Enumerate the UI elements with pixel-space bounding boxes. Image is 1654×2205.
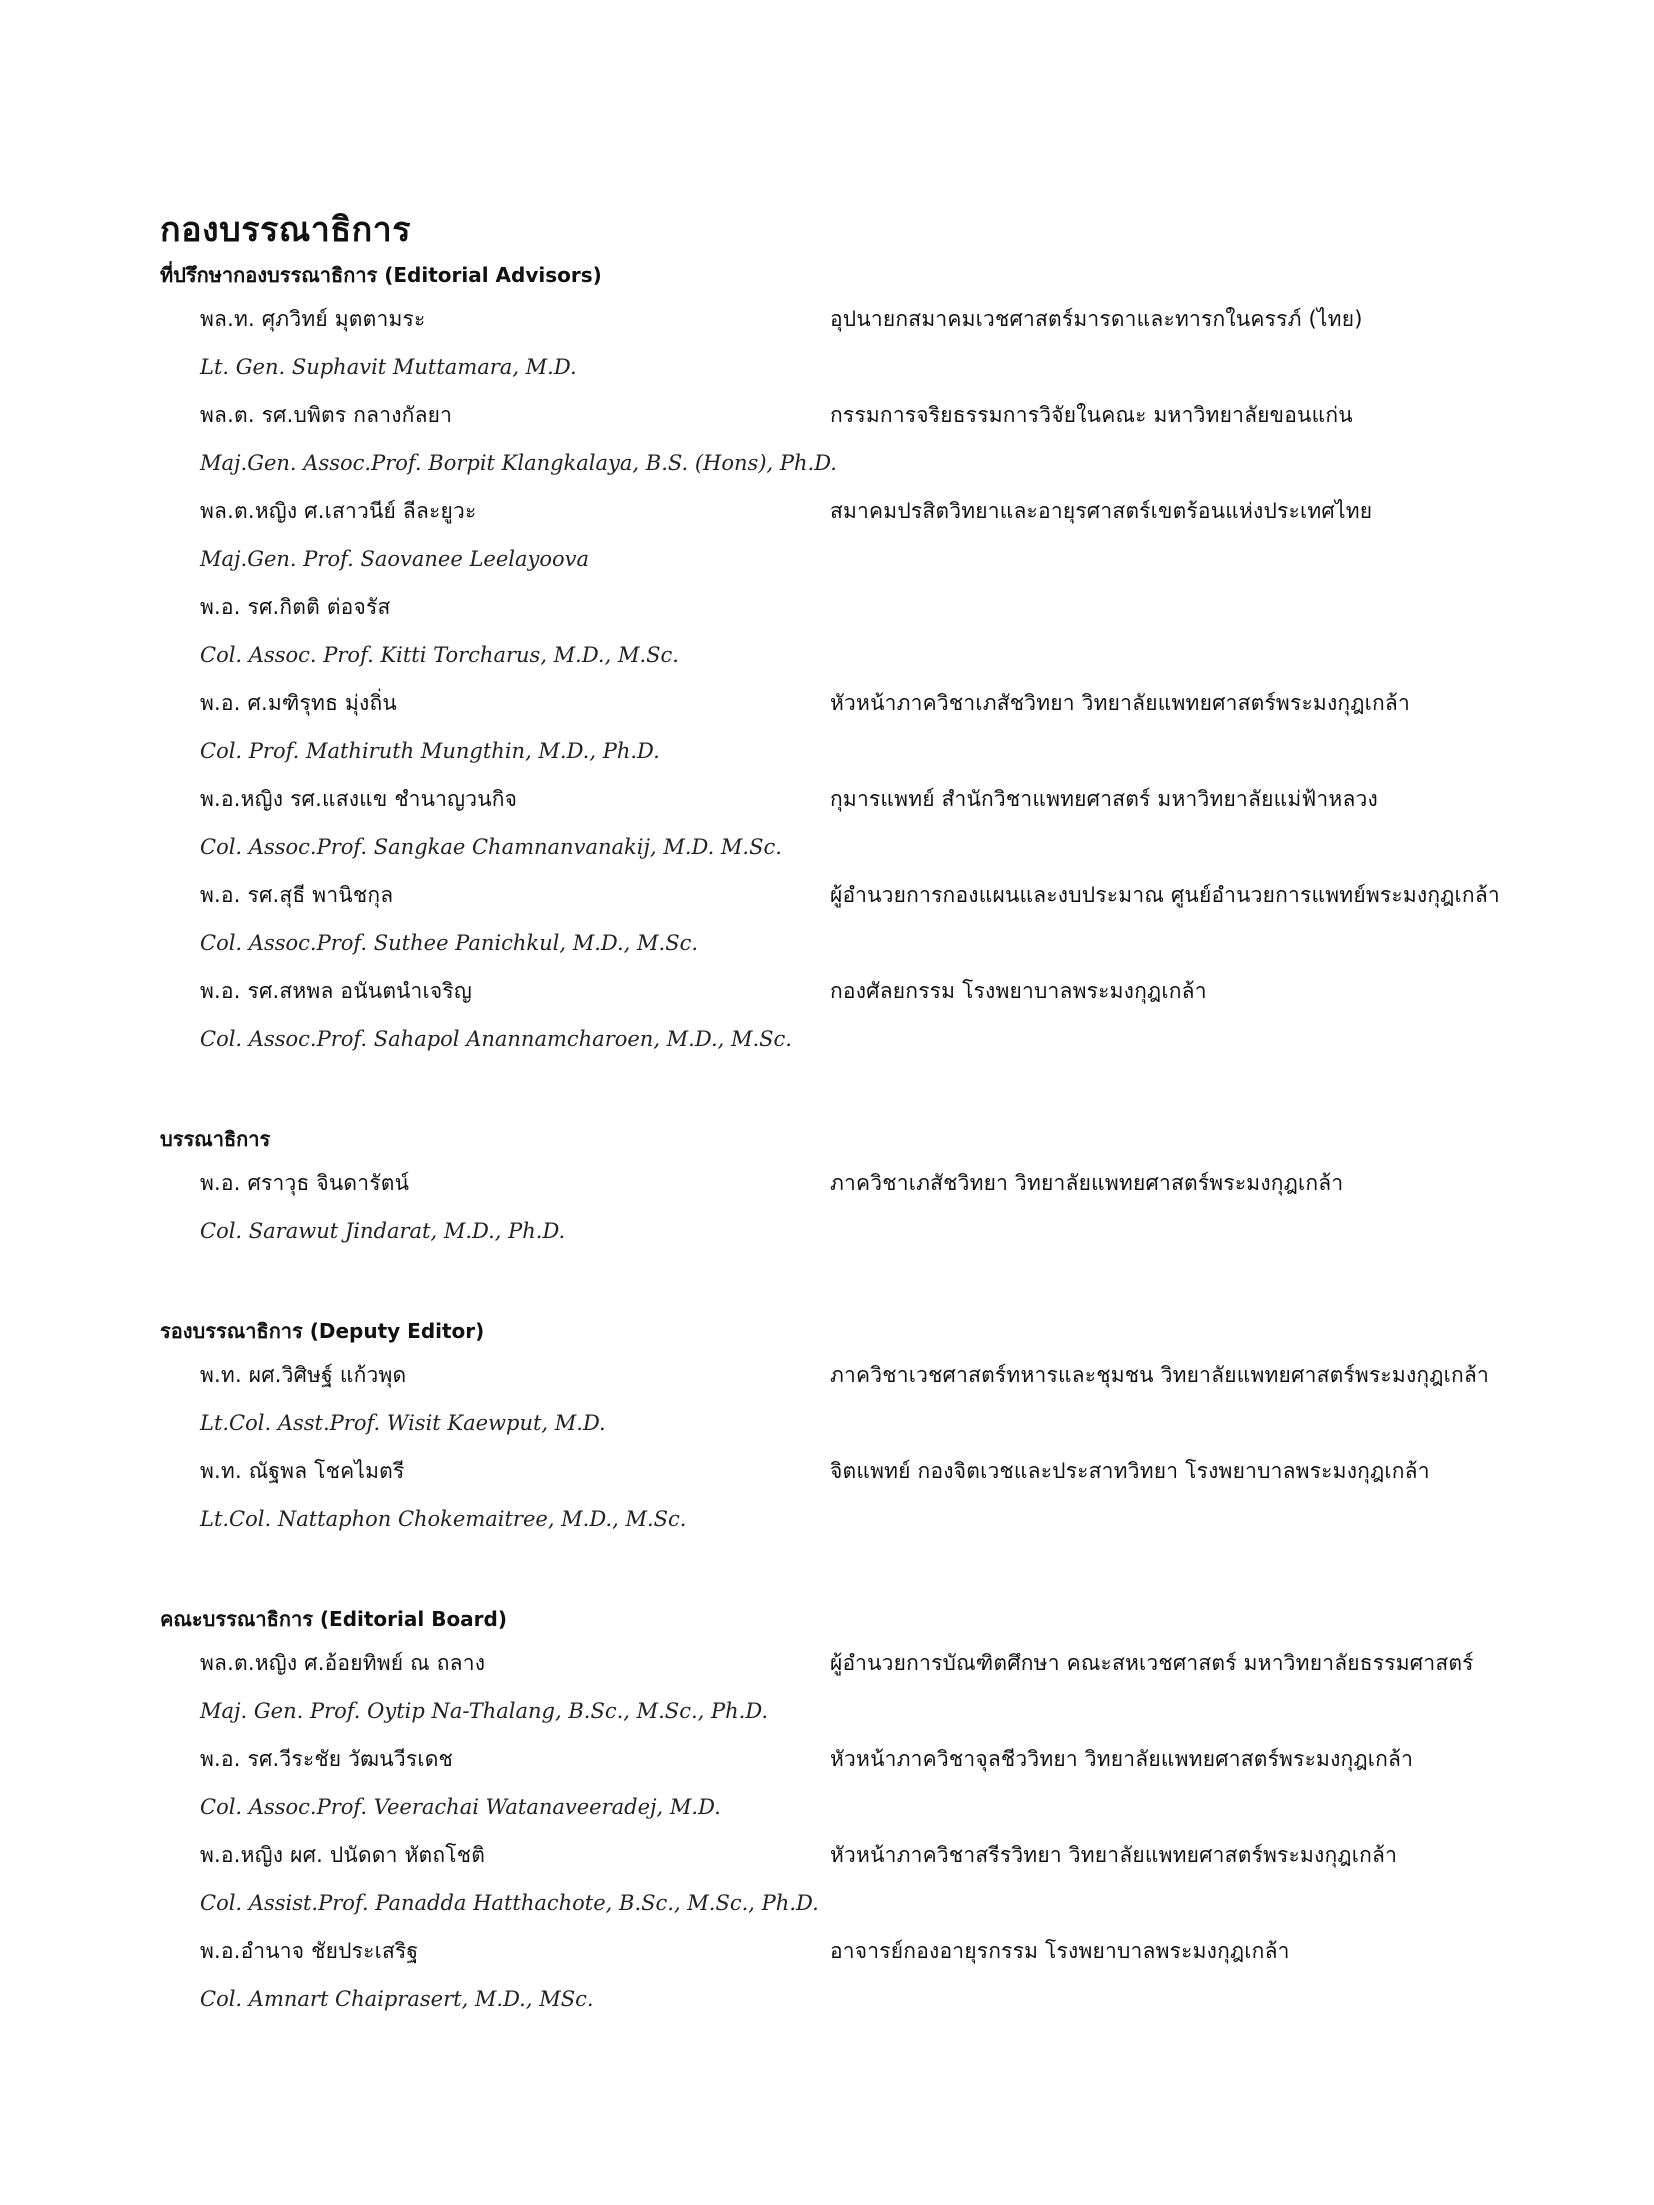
member-name-thai: พล.ต.หญิง ศ.อ้อยทิพย์ ณ ถลาง [200, 1651, 486, 1675]
member-name-thai: พ.ท. ณัฐพล โชคไมตรี [200, 1459, 405, 1483]
member-name-thai: พล.ต.หญิง ศ.เสาวนีย์ ลีละยูวะ [200, 499, 477, 523]
member-name-thai: พ.ท. ผศ.วิศิษฐ์ แก้วพุด [200, 1363, 407, 1387]
section-editorial-board [160, 1599, 1500, 2023]
member-name-english: Lt.Col. Nattaphon Chokemaitree, M.D., M.Sc. [200, 1507, 687, 1531]
member-entry [160, 583, 1500, 679]
member-name-thai: พ.อ. ศราวุธ จินดารัตน์ [200, 1171, 410, 1195]
member-name-english: Col. Assist.Prof. Panadda Hatthachote, B.Sc., M.Sc., Ph.D. [200, 1891, 819, 1915]
section-editorial-advisors [160, 255, 1500, 1063]
member-entry [160, 1351, 1500, 1447]
member-entry [160, 1831, 1500, 1927]
member-name-thai: พ.อ. ศ.มฑิรุทธ มุ่งถิ่น [200, 691, 397, 715]
member-name-english: Maj.Gen. Prof. Saovanee Leelayoova [200, 547, 590, 571]
member-entry [160, 295, 1500, 391]
member-affiliation: สมาคมปรสิตวิทยาและอายุรศาสตร์เขตร้อนแห่งประเทศไทย [830, 499, 1373, 523]
section-editor [160, 1119, 1500, 1255]
member-name-english: Col. Assoc.Prof. Sahapol Anannamcharoen, M.D., M.Sc. [200, 1027, 792, 1051]
member-entry [160, 1447, 1500, 1543]
member-name-thai: พ.อ.หญิง ผศ. ปนัดดา หัตถโชติ [200, 1843, 486, 1867]
member-affiliation: หัวหน้าภาควิชาเภสัชวิทยา วิทยาลัยแพทยศาสตร์พระมงกุฎเกล้า [830, 691, 1410, 715]
member-name-thai: พล.ต. รศ.บพิตร กลางกัลยา [200, 403, 453, 427]
member-name-thai: พล.ท. ศุภวิทย์ มุตตามระ [200, 307, 426, 331]
section-heading: คณะบรรณาธิการ (Editorial Board) [160, 1607, 508, 1631]
member-name-thai: พ.อ. รศ.สหพล อนันตนำเจริญ [200, 979, 472, 1003]
member-entry [160, 871, 1500, 967]
member-affiliation: หัวหน้าภาควิชาจุลชีววิทยา วิทยาลัยแพทยศาสตร์พระมงกุฎเกล้า [830, 1747, 1414, 1771]
section-heading: ที่ปรึกษากองบรรณาธิการ (Editorial Advisors) [160, 263, 602, 287]
member-affiliation: จิตแพทย์ กองจิตเวชและประสาทวิทยา โรงพยาบาลพระมงกุฎเกล้า [830, 1459, 1430, 1483]
member-name-thai: พ.อ. รศ.กิตติ ต่อจรัส [200, 595, 391, 619]
member-name-thai: พ.อ.อำนาจ ชัยประเสริฐ [200, 1939, 419, 1963]
member-name-english: Lt. Gen. Suphavit Muttamara, M.D. [200, 355, 577, 379]
member-name-english: Col. Amnart Chaiprasert, M.D., MSc. [200, 1987, 594, 2011]
member-entry [160, 391, 1500, 487]
member-affiliation: อุปนายกสมาคมเวชศาสตร์มารดาและทารกในครรภ์ (ไทย) [830, 307, 1363, 331]
member-name-english: Lt.Col. Asst.Prof. Wisit Kaewput, M.D. [200, 1411, 606, 1435]
member-affiliation: ภาควิชาเภสัชวิทยา วิทยาลัยแพทยศาสตร์พระมงกุฎเกล้า [830, 1171, 1344, 1195]
member-name-english: Col. Sarawut Jindarat, M.D., Ph.D. [200, 1219, 566, 1243]
member-affiliation: ภาควิชาเวชศาสตร์ทหารและชุมชน วิทยาลัยแพทยศาสตร์พระมงกุฎเกล้า [830, 1363, 1489, 1387]
member-affiliation: ผู้อำนวยการบัณฑิตศึกษา คณะสหเวชศาสตร์ มหาวิทยาลัยธรรมศาสตร์ [830, 1651, 1474, 1675]
member-affiliation: กองศัลยกรรม โรงพยาบาลพระมงกุฎเกล้า [830, 979, 1207, 1003]
member-entry [160, 1735, 1500, 1831]
member-entry [160, 679, 1500, 775]
member-name-thai: พ.อ.หญิง รศ.แสงแข ชำนาญวนกิจ [200, 787, 518, 811]
member-name-english: Maj. Gen. Prof. Oytip Na-Thalang, B.Sc., M.Sc., Ph.D. [200, 1699, 769, 1723]
member-name-english: Col. Assoc. Prof. Kitti Torcharus, M.D., M.Sc. [200, 643, 679, 667]
member-entry [160, 1927, 1500, 2023]
editorial-page [160, 205, 1500, 2023]
member-affiliation: อาจารย์กองอายุรกรรม โรงพยาบาลพระมงกุฎเกล้า [830, 1939, 1290, 1963]
member-entry [160, 1159, 1500, 1255]
member-name-thai: พ.อ. รศ.วีระชัย วัฒนวีรเดช [200, 1747, 454, 1771]
member-entry [160, 487, 1500, 583]
member-name-english: Maj.Gen. Assoc.Prof. Borpit Klangkalaya, B.S. (Hons), Ph.D. [200, 451, 837, 475]
member-name-english: Col. Assoc.Prof. Sangkae Chamnanvanakij, M.D. M.Sc. [200, 835, 782, 859]
page-title: กองบรรณาธิการ [160, 210, 412, 250]
section-heading: บรรณาธิการ [160, 1127, 271, 1151]
member-name-thai: พ.อ. รศ.สุธี พานิชกุล [200, 883, 394, 907]
member-affiliation: หัวหน้าภาควิชาสรีรวิทยา วิทยาลัยแพทยศาสตร์พระมงกุฎเกล้า [830, 1843, 1398, 1867]
member-entry [160, 775, 1500, 871]
member-affiliation: กรรมการจริยธรรมการวิจัยในคณะ มหาวิทยาลัยขอนแก่น [830, 403, 1353, 427]
member-affiliation: กุมารแพทย์ สำนักวิชาแพทยศาสตร์ มหาวิทยาลัยแม่ฟ้าหลวง [830, 787, 1378, 811]
member-entry [160, 1639, 1500, 1735]
member-entry [160, 967, 1500, 1063]
section-deputy-editor [160, 1311, 1500, 1543]
section-heading: รองบรรณาธิการ (Deputy Editor) [160, 1319, 485, 1343]
member-name-english: Col. Assoc.Prof. Suthee Panichkul, M.D., M.Sc. [200, 931, 699, 955]
member-name-english: Col. Prof. Mathiruth Mungthin, M.D., Ph.D. [200, 739, 660, 763]
member-affiliation: ผู้อำนวยการกองแผนและงบประมาณ ศูนย์อำนวยการแพทย์พระมงกุฎเกล้า [830, 883, 1500, 907]
member-name-english: Col. Assoc.Prof. Veerachai Watanaveeradej, M.D. [200, 1795, 721, 1819]
